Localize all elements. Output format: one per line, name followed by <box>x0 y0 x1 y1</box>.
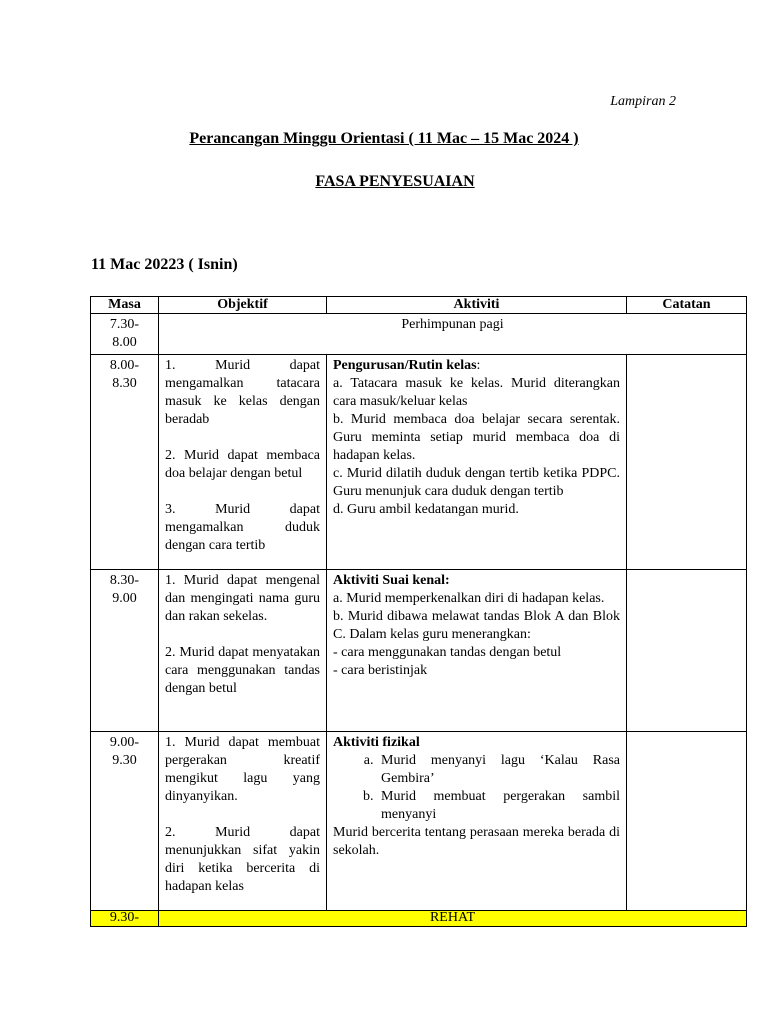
aktiviti-line: c. Murid dilatih duduk dengan tertib ketika PDPC. Guru menunjuk cara duduk dengan tertib <box>333 466 620 499</box>
masa-text: 8.30- 9.00 <box>109 573 140 606</box>
catatan-cell <box>627 570 747 732</box>
objektif-cell <box>159 355 327 570</box>
annex-label: Lampiran 2 <box>610 94 676 109</box>
masa-cell <box>91 355 159 570</box>
document-title: Perancangan Minggu Orientasi ( 11 Mac – 15 Mac 2024 ) <box>189 130 579 147</box>
aktiviti-heading: Pengurusan/Rutin kelas <box>333 358 477 373</box>
perhimpunan-cell: Perhimpunan pagi <box>159 314 747 355</box>
aktiviti-cell <box>327 570 627 732</box>
aktiviti-cell <box>327 732 627 911</box>
objektif-item: 1. Murid dapat mengamalkan tatacara masuk ke kelas dengan beradab <box>165 358 320 427</box>
column-header-catatan: Catatan <box>627 297 747 314</box>
aktiviti-heading: Aktiviti Suai kenal: <box>333 573 450 588</box>
masa-cell <box>91 314 159 355</box>
aktiviti-line: - cara beristinjak <box>333 663 428 678</box>
aktiviti-line: d. Guru ambil kedatangan murid. <box>333 502 519 517</box>
rehat-cell: REHAT <box>159 911 747 927</box>
aktiviti-cell <box>327 355 627 570</box>
document-subtitle: FASA PENYESUAIAN <box>315 173 475 190</box>
aktiviti-line: a. Tatacara masuk ke kelas. Murid diterangkan cara masuk/keluar kelas <box>333 376 620 409</box>
objektif-cell <box>159 570 327 732</box>
masa-cell: 9.30- <box>91 911 159 927</box>
schedule-table <box>90 296 747 927</box>
table-row <box>91 570 747 732</box>
objektif-item: 2. Murid dapat menunjukkan sifat yakin diri ketika bercerita di hadapan kelas <box>165 825 320 894</box>
masa-text: 9.00- 9.30 <box>109 735 140 768</box>
table-row-rehat <box>91 911 747 927</box>
objektif-item: 2. Murid dapat menyatakan cara menggunakan tandas dengan betul <box>165 645 320 696</box>
table-row <box>91 314 747 355</box>
aktiviti-line: - cara menggunakan tandas dengan betul <box>333 645 562 660</box>
table-row <box>91 732 747 911</box>
masa-cell <box>91 732 159 911</box>
objektif-item: 2. Murid dapat membaca doa belajar dengan betul <box>165 448 320 481</box>
aktiviti-line: b. Murid dibawa melawat tandas Blok A dan Blok C. Dalam kelas guru menerangkan: <box>333 609 620 642</box>
column-header-masa: Masa <box>91 297 159 314</box>
date-heading: 11 Mac 20223 ( Isnin) <box>91 256 238 273</box>
aktiviti-list-item: a. Murid menyanyi lagu ‘Kalau Rasa Gembira’ <box>377 752 620 788</box>
masa-cell <box>91 570 159 732</box>
aktiviti-list-item: b. Murid membuat pergerakan sambil menyanyi <box>377 788 620 824</box>
catatan-cell <box>627 355 747 570</box>
masa-text: 8.00- 8.30 <box>109 358 140 391</box>
masa-text: 7.30- 8.00 <box>109 317 140 350</box>
column-header-aktiviti: Aktiviti <box>327 297 627 314</box>
table-header-row <box>91 297 747 314</box>
aktiviti-heading-colon: : <box>476 358 481 373</box>
objektif-item: 1. Murid dapat membuat pergerakan kreatif mengikut lagu yang dinyanyikan. <box>165 735 320 804</box>
table-row <box>91 355 747 570</box>
objektif-item: 3. Murid dapat mengamalkan duduk dengan cara tertib <box>165 502 320 553</box>
aktiviti-line: a. Murid memperkenalkan diri di hadapan kelas. <box>333 591 605 606</box>
objektif-item: 1. Murid dapat mengenal dan mengingati nama guru dan rakan sekelas. <box>165 573 320 624</box>
column-header-objektif: Objektif <box>159 297 327 314</box>
aktiviti-line: Murid bercerita tentang perasaan mereka berada di sekolah. <box>333 825 620 858</box>
catatan-cell <box>627 732 747 911</box>
aktiviti-list <box>333 752 620 824</box>
aktiviti-heading: Aktiviti fizikal <box>333 735 420 750</box>
aktiviti-line: b. Murid membaca doa belajar secara serentak. Guru meminta setiap murid membaca doa di hadapan kelas. <box>333 412 620 463</box>
objektif-cell <box>159 732 327 911</box>
